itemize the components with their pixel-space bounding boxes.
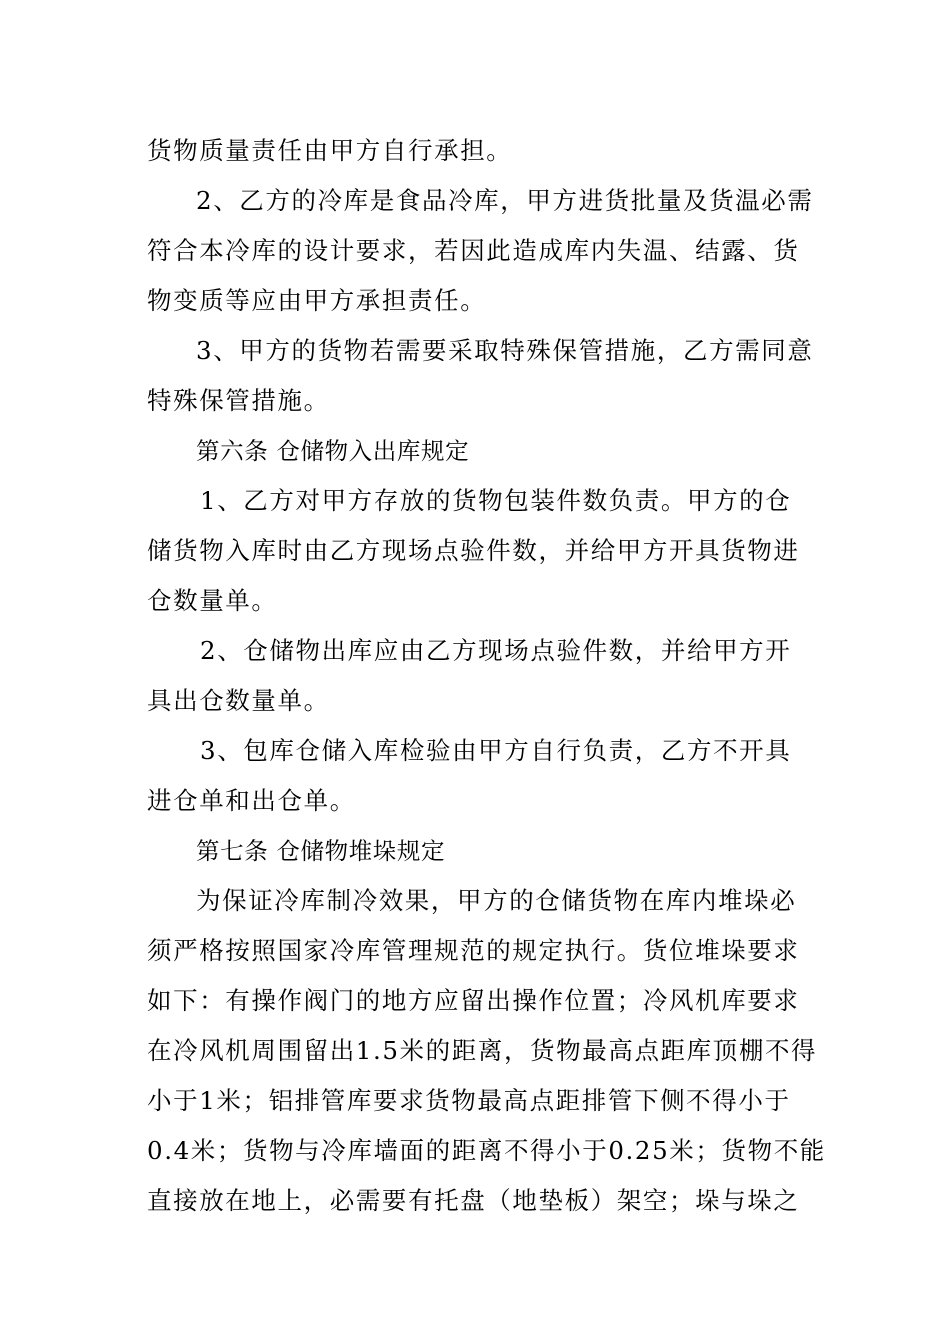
clause-item-3: 3、甲方的货物若需要采取特殊保管措施，乙方需同意 [196,336,814,365]
clause-item-3: 3、包库仓储入库检验由甲方自行负责，乙方不开具 [200,736,792,765]
paragraph-line: 须严格按照国家冷库管理规范的规定执行。货位堆垛要求 [147,936,800,965]
paragraph-line: 货物质量责任由甲方自行承担。 [147,136,513,165]
paragraph-line: 具出仓数量单。 [147,686,330,715]
paragraph-line: 物变质等应由甲方承担责任。 [147,286,487,315]
paragraph-line: 如下：有操作阀门的地方应留出操作位置；冷风机库要求 [147,986,800,1015]
paragraph-line: 在冷风机周围留出1.5米的距离，货物最高点距库顶棚不得 [147,1036,818,1065]
paragraph-line: 小于1米；铝排管库要求货物最高点距排管下侧不得小于 [147,1086,791,1115]
clause-item-2: 2、仓储物出库应由乙方现场点验件数，并给甲方开 [200,636,792,665]
paragraph-line: 符合本冷库的设计要求，若因此造成库内失温、结露、货 [147,236,800,265]
paragraph-line: 直接放在地上，必需要有托盘（地垫板）架空；垛与垛之 [147,1186,800,1215]
paragraph-line: 储货物入库时由乙方现场点验件数，并给甲方开具货物进 [147,536,800,565]
article-6-heading: 第六条 仓储物入出库规定 [196,437,470,465]
article-7-heading: 第七条 仓储物堆垛规定 [196,837,446,865]
clause-item-2: 2、乙方的冷库是食品冷库，甲方进货批量及货温必需 [196,186,814,215]
paragraph-line: 特殊保管措施。 [147,386,330,415]
paragraph-line: 进仓单和出仓单。 [147,786,356,815]
paragraph-line: 0.4米；货物与冷库墙面的距离不得小于0.25米；货物不能 [147,1136,826,1165]
paragraph-line: 仓数量单。 [147,586,278,615]
paragraph-line: 为保证冷库制冷效果，甲方的仓储货物在库内堆垛必 [196,886,797,915]
clause-item-1: 1、乙方对甲方存放的货物包装件数负责。甲方的仓 [200,486,792,515]
